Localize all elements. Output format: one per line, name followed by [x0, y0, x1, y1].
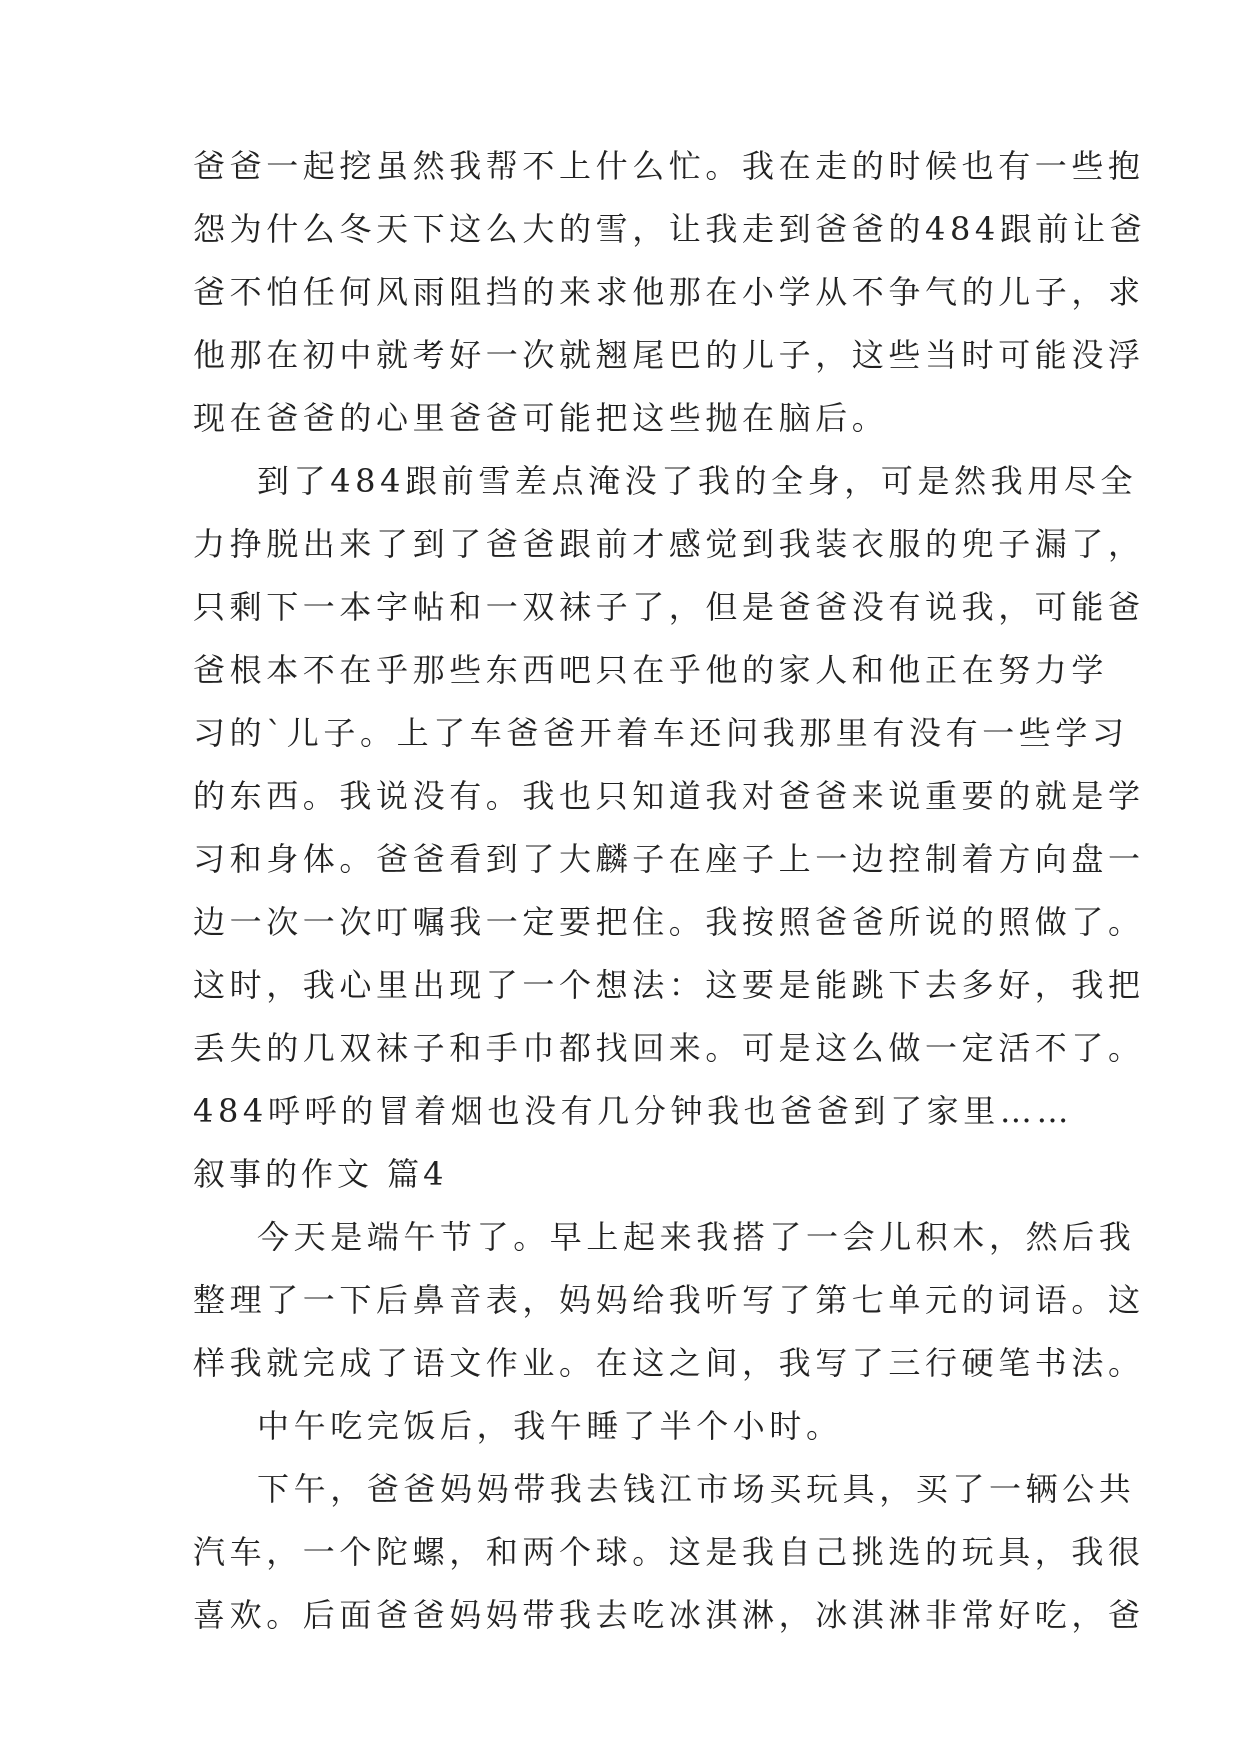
text-line: 爸根本不在乎那些东西吧只在乎他的家人和他正在努力学 — [193, 651, 1109, 689]
text-line: 怨为什么冬天下这么大的雪，让我走到爸爸的484跟前让爸 — [193, 210, 1147, 248]
paragraph-first-line: 下午，爸爸妈妈带我去钱江市场买玩具，买了一辆公共 — [257, 1470, 1136, 1508]
text-line: 爸不怕任何风雨阻挡的来求他那在小学从不争气的儿子，求 — [193, 273, 1145, 311]
section-heading: 叙事的作文 篇4 — [193, 1155, 448, 1193]
text-line: 爸爸一起挖虽然我帮不上什么忙。我在走的时候也有一些抱 — [193, 147, 1145, 185]
text-line: 只剩下一本字帖和一双袜子了，但是爸爸没有说我，可能爸 — [193, 588, 1145, 626]
text-line: 喜欢。后面爸爸妈妈带我去吃冰淇淋，冰淇淋非常好吃，爸 — [193, 1596, 1145, 1634]
text-line: 484呼呼的冒着烟也没有几分钟我也爸爸到了家里…… — [193, 1092, 1074, 1130]
text-line: 丢失的几双袜子和手巾都找回来。可是这么做一定活不了。 — [193, 1029, 1145, 1067]
paragraph-first-line: 到了484跟前雪差点淹没了我的全身，可是然我用尽全 — [257, 462, 1138, 500]
text-line: 习和身体。爸爸看到了大麟子在座子上一边控制着方向盘一 — [193, 840, 1145, 878]
text-line: 力挣脱出来了到了爸爸跟前才感觉到我装衣服的兜子漏了， — [193, 525, 1145, 563]
text-line: 汽车，一个陀螺，和两个球。这是我自己挑选的玩具，我很 — [193, 1533, 1145, 1571]
text-line: 样我就完成了语文作业。在这之间，我写了三行硬笔书法。 — [193, 1344, 1145, 1382]
text-line: 整理了一下后鼻音表，妈妈给我听写了第七单元的词语。这 — [193, 1281, 1145, 1319]
paragraph-first-line: 今天是端午节了。早上起来我搭了一会儿积木，然后我 — [257, 1218, 1136, 1256]
text-line: 这时，我心里出现了一个想法：这要是能跳下去多好，我把 — [193, 966, 1145, 1004]
text-line: 边一次一次叮嘱我一定要把住。我按照爸爸所说的照做了。 — [193, 903, 1145, 941]
paragraph-first-line: 中午吃完饭后，我午睡了半个小时。 — [257, 1407, 843, 1445]
text-line: 习的`儿子。上了车爸爸开着车还问我那里有没有一些学习 — [193, 714, 1129, 752]
text-line: 的东西。我说没有。我也只知道我对爸爸来说重要的就是学 — [193, 777, 1145, 815]
text-line: 现在爸爸的心里爸爸可能把这些抛在脑后。 — [193, 399, 889, 437]
text-line: 他那在初中就考好一次就翘尾巴的儿子，这些当时可能没浮 — [193, 336, 1145, 374]
